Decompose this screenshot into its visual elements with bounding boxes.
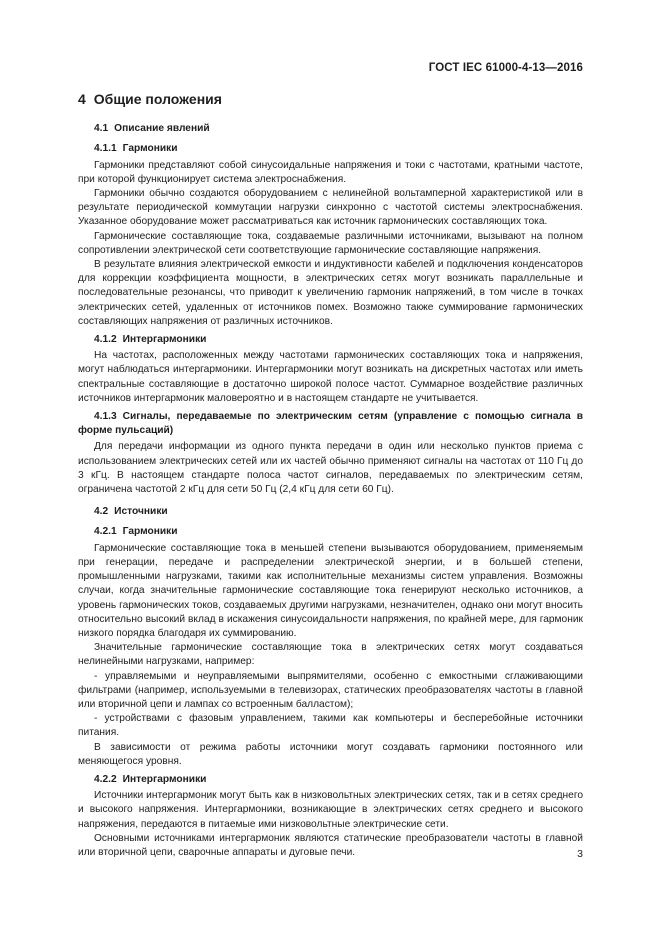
- subsection-title: Интергармоники: [122, 334, 207, 346]
- paragraph: Значительные гармонические составляющие тока в электрических сетях могут создаваться нелинейными нагрузками, например:: [78, 642, 583, 668]
- subsection-number: 4.1.2: [94, 334, 117, 346]
- subsection-number: 4.2.2: [94, 773, 117, 785]
- section-4-heading: [78, 92, 583, 106]
- subsection-4-1-3-heading: [78, 410, 583, 438]
- section-number: 4: [78, 91, 86, 107]
- paragraph: Основными источниками интергармоник являются статические преобразователи частоты в главной или вторичной цепи, сварочные аппараты и дуговые печи.: [78, 832, 583, 858]
- subsection-number: 4.1.3: [94, 411, 117, 423]
- list-item: - устройствами с фазовым управлением, такими как компьютеры и бесперебойные источники питания.: [78, 713, 583, 739]
- paragraph: Гармоники представляют собой синусоидальные напряжения и токи с частотами, кратными частоте, при которой функционирует система электроснабжения.: [78, 159, 583, 185]
- subsection-4-1-heading: [78, 122, 583, 136]
- subsection-number: 4.1.1: [94, 143, 117, 155]
- paragraph: Гармоники обычно создаются оборудованием с нелинейной вольтамперной характеристикой или в результате периодической коммутации нагрузки синхронно с частотой системы электроснабжения. Указанное оборудование может рассматриваться как источник гармонических составляющих тока.: [78, 188, 583, 228]
- subsection-title: Источники: [114, 506, 168, 518]
- paragraph: Гармонические составляющие тока, создаваемые различными источниками, вызывают на полном сопротивлении электрической сети соответствующие гармонические составляющие напряжения.: [78, 230, 583, 256]
- list-item: - управляемыми и неуправляемыми выпрямителями, особенно с емкостными сглаживающими фильтрами (например, используемыми в телевизорах, статических преобразователях частоты в главной или вторичной цепи и лампах со встроенным балластом);: [78, 670, 583, 710]
- subsection-4-1-1-heading: [78, 142, 583, 156]
- standard-code: ГОСТ IEC 61000-4-13—2016: [428, 62, 583, 74]
- paragraph: Гармонические составляющие тока в меньшей степени вызываются оборудованием, применяемым при генерации, передаче и распределении электрической энергии, и в большей степени, промышленными нагрузками, такими как исполнительные механизмы систем управления. Возможны случаи, когда значительные гармонические составляющие тока генерируют несколько источников, а уровень гармонических токов, создаваемых другими нагрузками, незначителен, однако они могут вносить относительно высокий вклад в искажения синусоидальности напряжения, по крайней мере, для гармоник низкого порядка благодаря их суммированию.: [78, 542, 583, 639]
- paragraph: Для передачи информации из одного пункта передачи в один или несколько пунктов приема с использованием электрических сетей или их частей обычно применяют сигналы на частотах от 110 Гц до 3 кГц. В настоящем стандарте полоса частот сигналов, передаваемых по электрическим сетям, ограничена частотой 2 кГц для сети 50 Гц (2,4 кГц для сети 60 Гц).: [78, 441, 583, 496]
- paragraph: На частотах, расположенных между частотами гармонических составляющих тока и напряжения, могут наблюдаться интергармоники. Интергармоники могут возникать на дискретных частотах или иметь спектральные составляющие в достаточно широкой полосе частот. Суммарное воздействие различных источников интергармоник маловероятно и в настоящем стандарте не учитывается.: [78, 350, 583, 404]
- paragraph: Источники интергармоник могут быть как в низковольтных электрических сетях, так и в сетях среднего и высокого напряжения. Интергармоники, возникающие в электрических сетях среднего и высокого напряжения, передаются в питаемые ими низковольтные электрические сети.: [78, 790, 583, 830]
- page-number: 3: [577, 848, 583, 860]
- subsection-4-2-2-heading: [78, 773, 583, 787]
- subsection-title: Сигналы, передаваемые по электрическим сетям (управление с помощью сигнала в форме пульсаций): [78, 411, 583, 437]
- subsection-title: Гармоники: [122, 526, 178, 538]
- subsection-number: 4.1: [94, 123, 109, 135]
- section-title: Общие положения: [93, 91, 222, 107]
- subsection-title: Описание явлений: [114, 123, 210, 135]
- subsection-title: Гармоники: [122, 143, 178, 155]
- subsection-4-2-1-heading: [78, 525, 583, 539]
- subsection-title: Интергармоники: [122, 773, 207, 785]
- subsection-4-1-2-heading: [78, 333, 583, 347]
- paragraph: В зависимости от режима работы источники могут создавать гармоники постоянного или меняющегося уровня.: [78, 741, 583, 767]
- paragraph: В результате влияния электрической емкости и индуктивности кабелей и подключения конденсаторов для коррекции коэффициента мощности, в электрических сетях могут возникать параллельные и последовательные резонансы, что приводит к увеличению гармоник напряжений, в том числе в точках электрических сетей, удаленных от источников помех. Возможно также суммирование гармонических составляющих напряжения от различных источников.: [78, 259, 583, 327]
- subsection-number: 4.2.1: [94, 526, 117, 538]
- document-body: [78, 92, 583, 860]
- subsection-4-2-heading: [78, 505, 583, 519]
- subsection-number: 4.2: [94, 506, 109, 518]
